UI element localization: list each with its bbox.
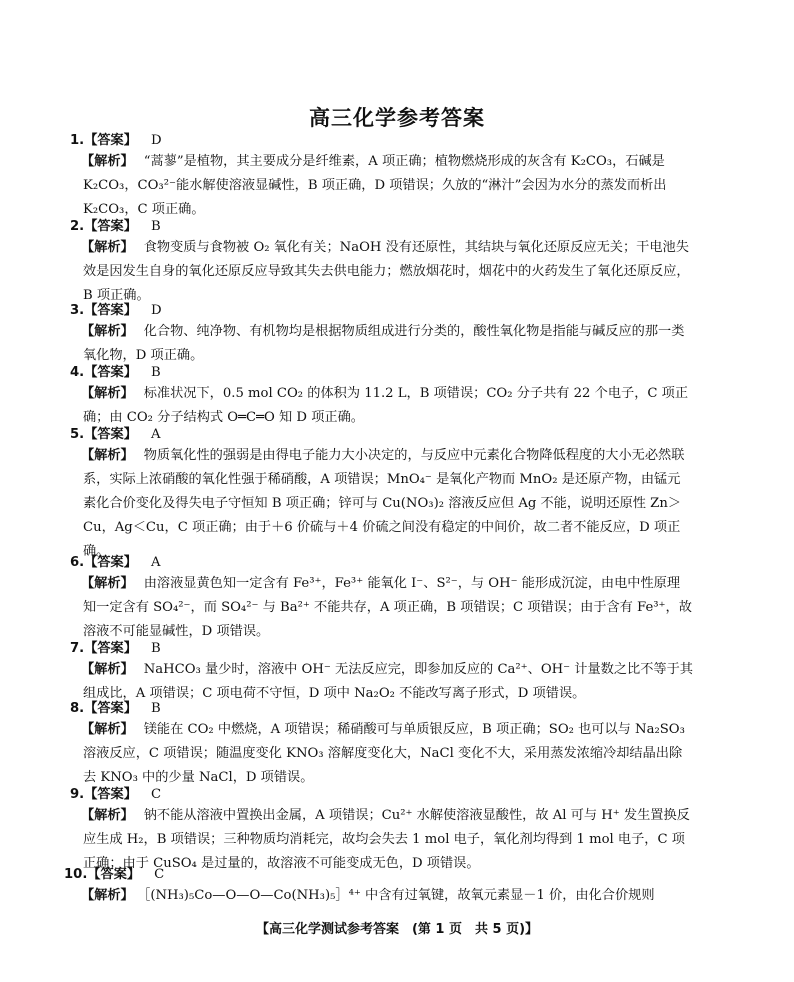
item-1-analysis — [83, 150, 693, 222]
item-5-answer-line — [70, 426, 160, 444]
analysis-label: 【解析】 — [81, 448, 134, 463]
item-number: 10. — [64, 867, 88, 882]
analysis-label: 【解析】 — [81, 662, 134, 677]
analysis-label: 【解析】 — [81, 808, 134, 823]
item-4-analysis — [83, 382, 693, 430]
item-2-answer-line — [70, 218, 161, 236]
answer-label: 【答案】 — [84, 219, 137, 234]
item-3-analysis — [83, 320, 693, 368]
analysis-label: 【解析】 — [81, 154, 134, 169]
answer-value: B — [150, 701, 161, 716]
answer-label: 【答案】 — [84, 787, 137, 802]
item-number: 1. — [70, 133, 85, 148]
item-7-analysis — [83, 658, 693, 706]
item-7-answer-line — [70, 640, 161, 658]
answer-label: 【答案】 — [84, 303, 137, 318]
page-title: 高三化学参考答案 — [309, 106, 485, 130]
item-9-answer-line — [70, 786, 161, 804]
answer-value: D — [150, 133, 162, 148]
analysis-label: 【解析】 — [81, 576, 134, 591]
analysis-label: 【解析】 — [81, 888, 134, 903]
analysis-text: 由溶液显黄色知一定含有 Fe³⁺，Fe³⁺ 能氧化 I⁻、S²⁻，与 OH⁻ 能形成沉淀，由电中性原理知一定含有 SO₄²⁻，而 SO₄²⁻ 与 Ba²⁺ 不能共存，A 项正确，B 项错误；C 项错误；由于含有 Fe³⁺，故溶液不可能显碱性，D 项错误。 — [83, 576, 692, 639]
analysis-label: 【解析】 — [81, 722, 134, 737]
item-number: 2. — [70, 219, 85, 234]
item-number: 7. — [70, 641, 85, 656]
item-number: 4. — [70, 365, 85, 380]
item-6-analysis — [83, 572, 693, 644]
analysis-text: 标准状况下，0.5 mol CO₂ 的体积为 11.2 L，B 项错误；CO₂ 分子共有 22 个电子，C 项正确；由 CO₂ 分子结构式 O═C═O 知 D 项正确。 — [83, 386, 689, 425]
item-1-answer-line — [70, 132, 162, 150]
item-number: 9. — [70, 787, 85, 802]
item-3-answer-line — [70, 302, 162, 320]
item-8-answer-line — [70, 700, 161, 718]
answer-label: 【答案】 — [87, 867, 141, 882]
answer-value: A — [150, 427, 161, 442]
answer-value: C — [150, 787, 162, 802]
analysis-text: ［(NH₃)₅Co—O—O—Co(NH₃)₅］⁴⁺ 中含有过氧键，故氧元素显－1 价，由化合价规则 — [143, 888, 655, 903]
answer-label: 【答案】 — [84, 427, 137, 442]
answer-label: 【答案】 — [84, 701, 137, 716]
item-number: 8. — [70, 701, 85, 716]
answer-value: A — [150, 555, 161, 570]
item-10-analysis — [83, 884, 693, 908]
answer-value: B — [150, 219, 161, 234]
analysis-label: 【解析】 — [81, 324, 134, 339]
item-8-analysis — [83, 718, 693, 790]
analysis-label: 【解析】 — [81, 386, 134, 401]
analysis-text: “蒿蓼”是植物，其主要成分是纤维素，A 项正确；植物燃烧形成的灰含有 K₂CO₃，石碱是 K₂CO₃，CO₃²⁻能水解使溶液显碱性，B 项正确，D 项错误；久放的“淋汁”会因为水分的蒸发而析出 K₂CO₃，C 项正确。 — [83, 154, 667, 217]
answer-value: C — [154, 867, 165, 882]
analysis-text: 镁能在 CO₂ 中燃烧，A 项错误；稀硝酸可与单质银反应，B 项正确；SO₂ 也可以与 Na₂SO₃ 溶液反应，C 项错误；随温度变化 KNO₃ 溶解度变化大，NaCl 变化不大，采用蒸发浓缩冷却结晶出除去 KNO₃ 中的少量 NaCl，D 项错误。 — [83, 722, 685, 785]
answer-value: B — [150, 641, 161, 656]
answer-label: 【答案】 — [84, 365, 137, 380]
item-number: 5. — [70, 427, 85, 442]
item-10-answer-line — [64, 866, 164, 884]
item-4-answer-line — [70, 364, 161, 382]
item-9-analysis — [83, 804, 693, 876]
answer-value: B — [150, 365, 161, 380]
answer-value: D — [150, 303, 162, 318]
analysis-text: 化合物、纯净物、有机物均是根据物质组成进行分类的，酸性氧化物是指能与碱反应的那一类氧化物，D 项正确。 — [83, 324, 685, 363]
item-number: 3. — [70, 303, 85, 318]
page-footer: 【高三化学测试参考答案 (第 1 页 共 5 页)】 — [255, 922, 539, 937]
analysis-text: NaHCO₃ 量少时，溶液中 OH⁻ 无法反应完，即参加反应的 Ca²⁺、OH⁻ 计量数之比不等于其组成比，A 项错误；C 项电荷不守恒，D 项中 Na₂O₂ 不能改写离子形式，D 项错误。 — [83, 662, 693, 701]
answer-label: 【答案】 — [84, 133, 137, 148]
item-2-analysis — [83, 236, 693, 308]
answer-label: 【答案】 — [84, 641, 137, 656]
item-5-analysis — [83, 444, 693, 564]
item-6-answer-line — [70, 554, 160, 572]
analysis-text: 食物变质与食物被 O₂ 氧化有关；NaOH 没有还原性，其结块与氧化还原反应无关；干电池失效是因发生自身的氧化还原反应导致其失去供电能力；燃放烟花时，烟花中的火药发生了氧化还原反应，B 项正确。 — [83, 240, 690, 303]
analysis-text: 钠不能从溶液中置换出金属，A 项错误；Cu²⁺ 水解使溶液显酸性，故 Al 可与 H⁺ 发生置换反应生成 H₂，B 项错误；三种物质均消耗完，故均会失去 1 mol 电子，氧化剂均得到 1 mol 电子，C 项正确；由于 CuSO₄ 是过量的，故溶液不可能变成无色，D 项错误。 — [83, 808, 690, 871]
item-number: 6. — [70, 555, 85, 570]
answer-label: 【答案】 — [84, 555, 137, 570]
analysis-text: 物质氧化性的强弱是由得电子能力大小决定的，与反应中元素化合物降低程度的大小无必然联系，实际上浓硝酸的氧化性强于稀硝酸，A 项错误；MnO₄⁻ 是氧化产物而 MnO₂ 是还原产物，由锰元素化合价变化及得失电子守恒知 B 项正确；锌可与 Cu(NO₃)₂ 溶液反应但 Ag 不能，说明还原性 Zn＞Cu，Ag＜Cu，C 项正确；由于＋6 价硫与＋4 价硫之间没有稳定的中间价，故二者不能反应，D 项正确。 — [83, 448, 685, 559]
analysis-label: 【解析】 — [81, 240, 134, 255]
